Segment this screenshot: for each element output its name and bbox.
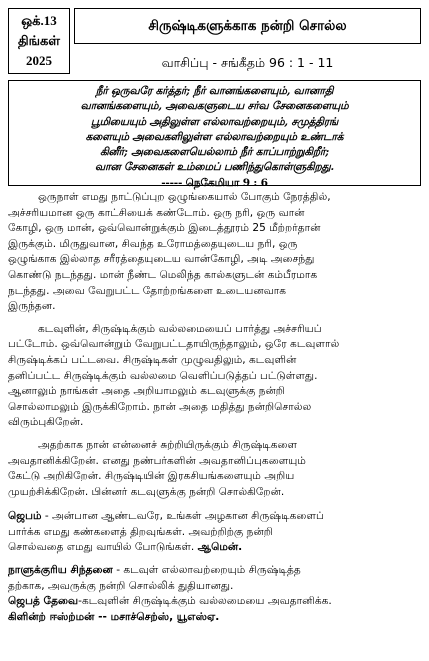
- verse-line: கினீர்; அவைகளையெல்லாம் நீர் காப்பாற்றுகிறீர்;: [100, 146, 329, 159]
- thought-label: நாளுக்குரிய சிந்தனை: [8, 564, 113, 577]
- prayer-label: ஜெபம்: [8, 510, 42, 523]
- text-line: பட்டோம். ஒவ்வொன்றும் வேறுபட்டதாயிருந்தாலும், ஒரே கடவுளால்: [8, 338, 340, 351]
- text-line: கோழி, ஒரு மான், ஒவ்வொன்றுக்கும் இடைத்தூரம் 25 மீற்றர்தான்: [8, 222, 321, 235]
- page-title: சிருஷ்டிகளுக்காக நன்றி சொல்ல: [74, 8, 421, 44]
- text-line: அதற்காக நான் என்னைச் சுற்றியிருக்கும் சிருஷ்டிகளை: [38, 438, 298, 451]
- prayer-line: [8, 509, 421, 525]
- text-line: இருந்தன.: [8, 300, 56, 313]
- verse-reference: ----- நெகேமியா 9 : 6: [161, 176, 268, 189]
- date-year: 2025: [26, 53, 52, 68]
- bible-reading: வாசிப்பு - சங்கீதம் 96 : 1 - 11: [161, 55, 334, 70]
- verse-line: பூமியையும் அதிலுள்ள எல்லாவற்றையும், சமுத்திரங்: [90, 115, 339, 128]
- text-line: கொண்டு நடந்தது. மான் நீண்ட மெலிந்த கால்களுடன் கம்பீரமாக: [8, 268, 318, 281]
- author-line: கிளின்ற் ஈஸ்ற்மன் -- மசாச்செற்ஸ், யூஎஸ்ஏ.: [8, 610, 220, 623]
- prayer-need-label: ஜெபத் தேவை: [8, 595, 79, 608]
- closing-section: [8, 509, 421, 625]
- text-line: கேட்டு அறிகிறேன். சிருஷ்டியின் இரகசியங்களையும் அறிய: [8, 470, 295, 483]
- paragraph-1: [8, 190, 421, 315]
- thought-text: - கடவுள் எல்லாவற்றையும் சிருஷ்டித்த: [112, 564, 301, 577]
- prayer-need-text: -கடவுளின் சிருஷ்டிக்கும் வல்லமையை அவதானிக்க.: [78, 595, 332, 608]
- text-line: சிருஷ்டிக்கப் பட்டவை. சிருஷ்டிகள் முழுவதிலும், கடவுளின்: [8, 353, 297, 366]
- text-line: நடந்தது. அவை வேறுபட்ட தோற்றங்களை உடையனவாக: [8, 284, 287, 297]
- verse-line: வானங்களையும், அவைகளுடைய சர்வ சேனைகளையும்: [80, 100, 349, 113]
- article-body: [8, 190, 421, 625]
- text-line: தனிப்பட்ட சிருஷ்டிக்கும் வல்லமை வெளிப்படுத்தப் பட்டுள்ளது.: [8, 369, 318, 382]
- thought-line: [8, 563, 421, 579]
- text-line: ஒழுங்காக இல்லாத சரீரத்தையுடைய வான்கோழி, அடி அசைந்து: [8, 253, 315, 266]
- text-line: கடவுளின், சிருஷ்டிக்கும் வல்லமையைப் பார்த்து அச்சரியப்: [38, 322, 322, 335]
- thought-line: தற்காக, அவருக்கு நன்றி சொல்லிக் துதியானது.: [8, 579, 234, 592]
- text-line: ஒருநாள் எமது நாட்டுப்புற ஒழுங்கையால் போகும் நேரத்தில்,: [38, 191, 331, 203]
- prayer-line: பார்க்க எமது கண்களைத் திறவுங்கள். அவற்றிற்கு நன்றி: [8, 525, 273, 538]
- text-line: ஆனாலும் நாங்கள் அதை அறியாமலும் கடவுளுக்கு நன்றி: [8, 385, 285, 398]
- prayer-text: சொல்வதை எமது வாயில் போடுங்கள்.: [8, 541, 198, 554]
- amen-text: ஆமென்.: [197, 541, 243, 554]
- paragraph-2: [8, 322, 421, 431]
- text-line: இருக்கும். மிருதுவான, சிவந்த உரோமத்தையுடைய நரி, ஒரு: [8, 237, 298, 250]
- text-line: சொல்லாமலும் இருக்கிறோம். நான் அதை மதித்து நன்றிசொல்ல: [8, 400, 312, 413]
- date-box: [8, 8, 70, 74]
- paragraph-3: [8, 438, 421, 500]
- verse-line: களையும் அவைகளிலுள்ள எல்லாவற்றையும் உண்டாக்: [85, 130, 344, 143]
- prayer-line: [8, 540, 421, 556]
- date-month: ஒக்.13: [21, 13, 57, 28]
- prayer-need-line: [8, 594, 421, 610]
- text-line: விரும்புகிறேன்.: [8, 416, 84, 429]
- text-line: முயற்சிக்கிறேன். பின்னர் கடவுளுக்கு நன்றி சொல்கிறேன்.: [8, 485, 285, 498]
- text-line: அச்சரியமான ஒரு காட்சியைக் கண்டோம். ஒரு நரி, ஒரு வான்: [8, 206, 305, 219]
- verse-line: நீர் ஒருவரே கர்த்தர்; நீர் வானங்களையும், வானாதி: [95, 85, 334, 97]
- prayer-text: - அன்பான ஆண்டவரே, உங்கள் அழகான சிருஷ்டிகளைப்: [41, 510, 324, 523]
- verse-line: வான சேனைகள் உம்மைப் பணிந்துகொள்ளுகிறது.: [95, 161, 334, 174]
- key-verse-box: [8, 80, 421, 189]
- text-line: அவதானிக்கிறேன். எனது நண்பர்களின் அவதானிப்புகளையும்: [8, 454, 306, 467]
- devotional-page: [8, 8, 421, 653]
- date-day: திங்கள்: [17, 33, 61, 48]
